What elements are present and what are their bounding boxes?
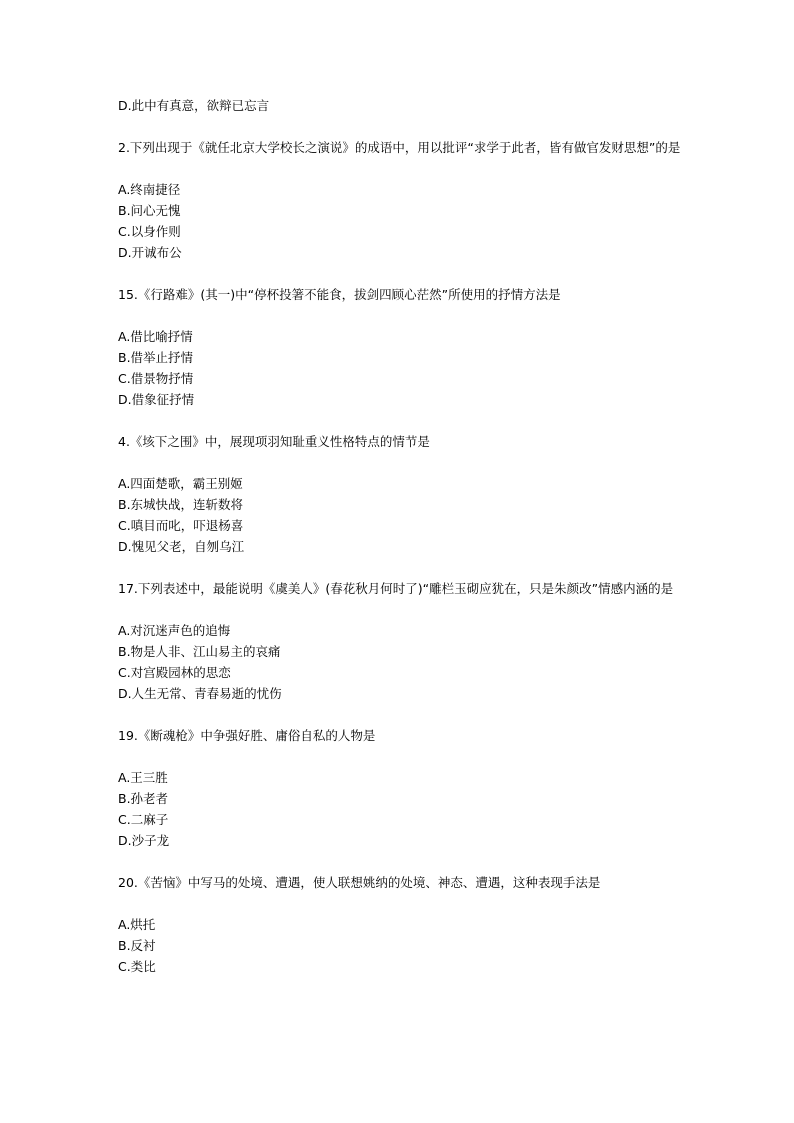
option-b: B.物是人非、江山易主的哀痛	[118, 644, 281, 659]
option-c: C.对宫殿园林的思恋	[118, 665, 231, 680]
option-b: B.问心无愧	[118, 203, 181, 218]
option-a: A.烘托	[118, 917, 156, 932]
option-c: C.以身作则	[118, 224, 181, 239]
option-d: D.此中有真意，欲辩已忘言	[118, 98, 270, 113]
question-block-19	[118, 725, 688, 851]
question-text: 4.《垓下之围》中，展现项羽知耻重义性格特点的情节是	[118, 434, 430, 449]
question-block-17	[118, 578, 688, 704]
option-d: D.沙子龙	[118, 833, 170, 848]
question-text: 20.《苦恼》中写马的处境、遭遇，使人联想姚纳的处境、神态、遭遇，这种表现手法是	[118, 875, 601, 890]
question-text: 15.《行路难》(其一)中“停杯投箸不能食，拔剑四顾心茫然”所使用的抒情方法是	[118, 287, 561, 302]
question-text: 19.《断魂枪》中争强好胜、庸俗自私的人物是	[118, 728, 376, 743]
question-block-15	[118, 284, 688, 410]
question-block-4	[118, 431, 688, 557]
option-b: B.借举止抒情	[118, 350, 194, 365]
option-c: C.借景物抒情	[118, 371, 194, 386]
question-text: 2.下列出现于《就任北京大学校长之演说》的成语中，用以批评“求学于此者，皆有做官发财思想”的是	[118, 140, 681, 155]
option-a: A.王三胜	[118, 770, 168, 785]
option-b: B.东城快战，连斩数将	[118, 497, 244, 512]
option-b: B.反衬	[118, 938, 156, 953]
option-c: C.二麻子	[118, 812, 169, 827]
option-a: A.四面楚歌，霸王别姬	[118, 476, 243, 491]
option-d: D.借象征抒情	[118, 392, 195, 407]
option-d: D.愧见父老，自刎乌江	[118, 539, 245, 554]
option-b: B.孙老者	[118, 791, 169, 806]
option-a: A.终南捷径	[118, 182, 181, 197]
option-c: C.类比	[118, 959, 156, 974]
question-block-2	[118, 137, 688, 263]
option-a: A.借比喻抒情	[118, 329, 193, 344]
option-d: D.人生无常、青春易逝的忧伤	[118, 686, 282, 701]
question-text: 17.下列表述中，最能说明《虞美人》(春花秋月何时了)“雕栏玉砌应犹在，只是朱颜改”情感内涵的是	[118, 581, 674, 596]
question-block-continuation	[118, 95, 688, 116]
option-a: A.对沉迷声色的追悔	[118, 623, 231, 638]
option-d: D.开诚布公	[118, 245, 182, 260]
document-content	[118, 95, 688, 977]
option-c: C.嗔目而叱，吓退杨喜	[118, 518, 244, 533]
question-block-20	[118, 872, 688, 977]
